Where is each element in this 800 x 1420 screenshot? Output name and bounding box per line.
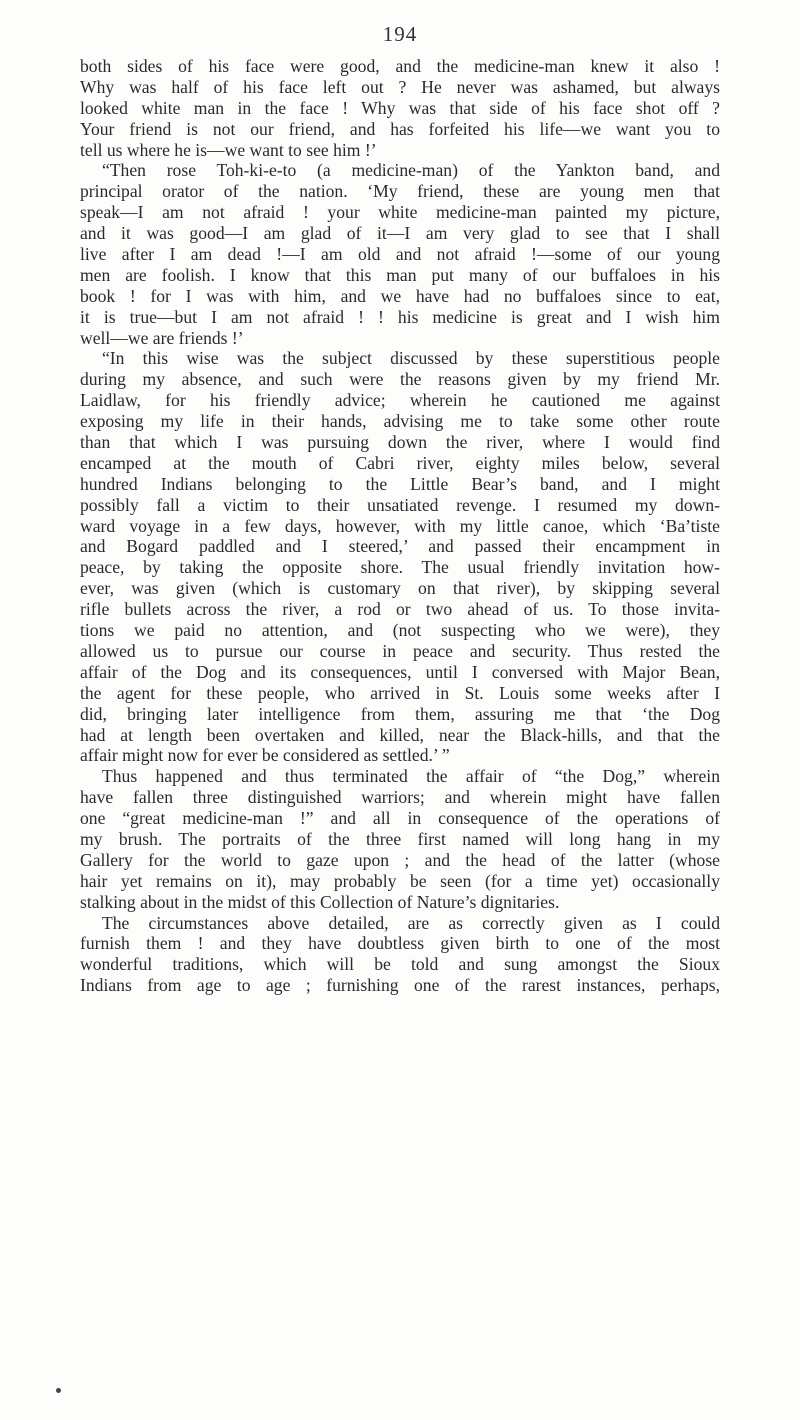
text-line: speak—I am not afraid ! your white medicine-man painted my picture, <box>80 202 720 223</box>
text-line: Your friend is not our friend, and has forfeited his life—we want you to <box>80 118 720 139</box>
text-line: my brush. The portraits of the three first named will long hang in my <box>80 828 720 849</box>
body-text <box>80 56 720 996</box>
text-line: have fallen three distinguished warriors; and wherein might have fallen <box>80 787 720 808</box>
text-line: encamped at the mouth of Cabri river, eighty miles below, several <box>80 452 720 473</box>
text-line: Why was half of his face left out ? He never was ashamed, but always <box>80 76 720 97</box>
text-line: live after I am dead !—I am old and not afraid !—some of our young <box>80 244 720 265</box>
text-line: well—we are friends !’ <box>80 327 244 348</box>
text-line: it is true—but I am not afraid ! ! his medicine is great and I wish him <box>80 306 720 327</box>
text-line: tions we paid no attention, and (not suspecting who we were), they <box>80 620 720 641</box>
text-line: The circumstances above detailed, are as correctly given as I could <box>102 912 720 933</box>
text-line: Indians from age to age ; furnishing one of the rarest instances, perhaps, <box>80 975 720 996</box>
text-line: stalking about in the midst of this Collection of Nature’s dignitaries. <box>80 891 560 912</box>
text-line: did, bringing later intelligence from them, assuring me that ‘the Dog <box>80 703 720 724</box>
text-line: affair might now for ever be considered as settled.’ ” <box>80 745 450 766</box>
text-line: hair yet remains on it), may probably be seen (for a time yet) occasionally <box>80 870 720 891</box>
text-line: both sides of his face were good, and the medicine-man knew it also ! <box>80 56 720 76</box>
text-line: Gallery for the world to gaze upon ; and the head of the latter (whose <box>80 849 720 870</box>
text-line: principal orator of the nation. ‘My friend, these are young men that <box>80 181 720 202</box>
text-line: and it was good—I am glad of it—I am very glad to see that I shall <box>80 223 720 244</box>
text-line: exposing my life in their hands, advising me to take some other route <box>80 411 720 432</box>
text-line: the agent for these people, who arrived in St. Louis some weeks after I <box>80 682 720 703</box>
text-line: allowed us to pursue our course in peace and security. Thus rested the <box>80 640 720 661</box>
text-line: “In this wise was the subject discussed by these superstitious people <box>102 348 720 369</box>
text-line: Laidlaw, for his friendly advice; wherein he cautioned me against <box>80 390 720 411</box>
text-line: “Then rose Toh-ki-e-to (a medicine-man) of the Yankton band, and <box>102 160 720 181</box>
page-number: 194 <box>382 22 418 46</box>
text-line: and Bogard paddled and I steered,’ and passed their encampment in <box>80 536 720 557</box>
text-line: rifle bullets across the river, a rod or two ahead of us. To those invita- <box>80 599 720 620</box>
text-line: tell us where he is—we want to see him !’ <box>80 139 377 160</box>
text-line: affair of the Dog and its consequences, until I conversed with Major Bean, <box>80 661 720 682</box>
text-line: book ! for I was with him, and we have had no buffaloes since to eat, <box>80 285 720 306</box>
text-line: ward voyage in a few days, however, with my little canoe, which ‘Ba’tiste <box>80 515 720 536</box>
text-line: looked white man in the face ! Why was that side of his face shot off ? <box>80 97 720 118</box>
page-speck <box>56 1388 61 1393</box>
text-line: than that which I was pursuing down the river, where I would find <box>80 432 720 453</box>
text-line: peace, by taking the opposite shore. The usual friendly invitation how- <box>80 557 720 578</box>
text-line: during my absence, and such were the reasons given by my friend Mr. <box>80 369 720 390</box>
text-line: possibly fall a victim to their unsatiated revenge. I resumed my down- <box>80 494 720 515</box>
text-line: furnish them ! and they have doubtless given birth to one of the most <box>80 933 720 954</box>
text-line: hundred Indians belonging to the Little Bear’s band, and I might <box>80 473 720 494</box>
text-line: had at length been overtaken and killed, near the Black-hills, and that the <box>80 724 720 745</box>
text-line: Thus happened and thus terminated the affair of “the Dog,” wherein <box>102 766 720 787</box>
text-line: wonderful traditions, which will be told and sung amongst the Sioux <box>80 954 720 975</box>
text-line: one “great medicine-man !” and all in consequence of the operations of <box>80 808 720 829</box>
text-line: ever, was given (which is customary on that river), by skipping several <box>80 578 720 599</box>
text-line: men are foolish. I know that this man put many of our buffaloes in his <box>80 264 720 285</box>
